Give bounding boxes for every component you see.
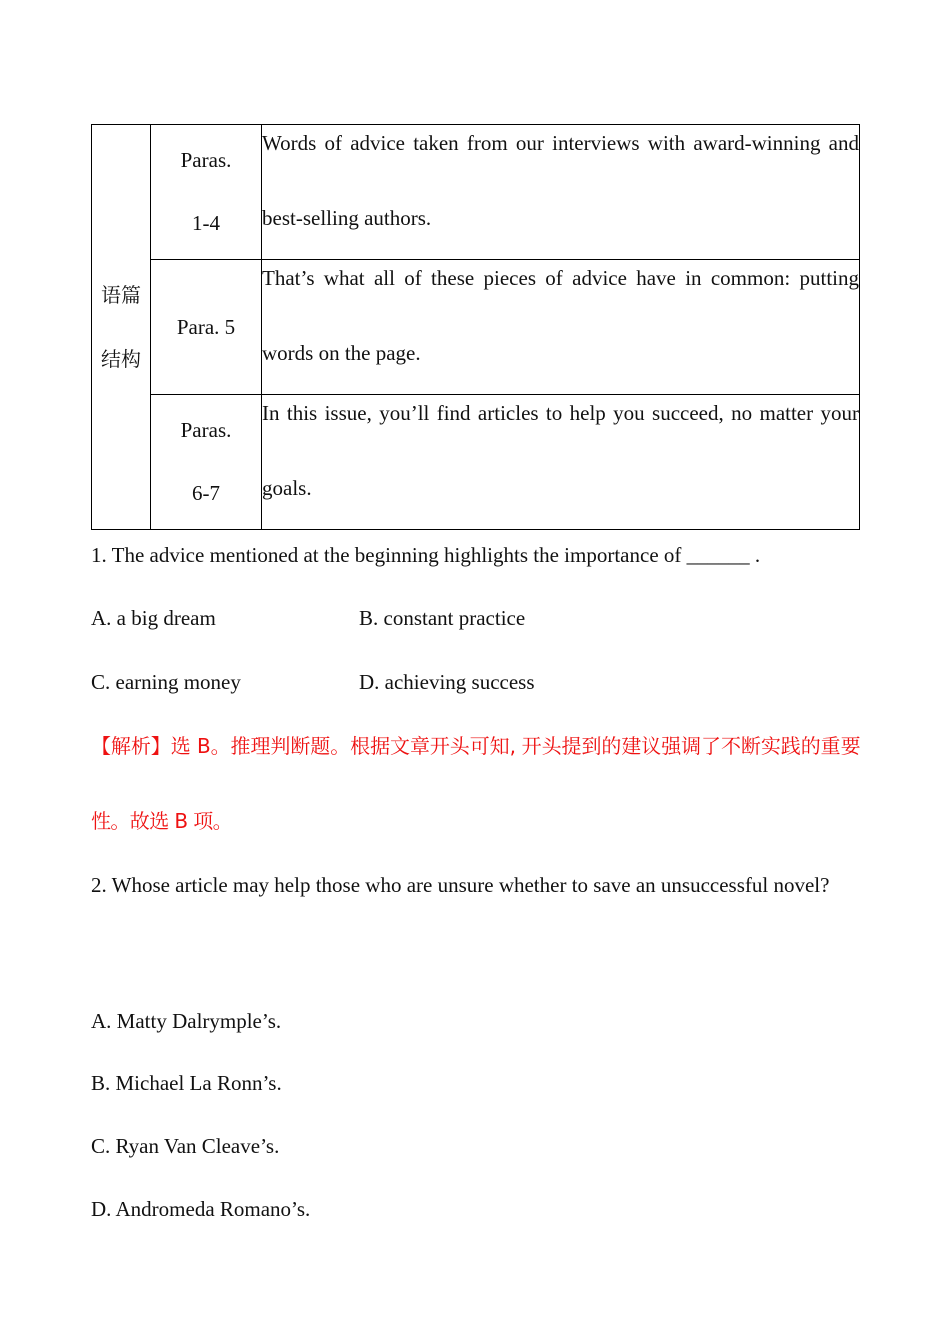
- para-summary-cell: [262, 125, 860, 260]
- table-row: [92, 395, 860, 530]
- para-range-cell: [151, 395, 262, 530]
- structure-label-cell: [92, 125, 151, 530]
- option-d: D. achieving success: [359, 670, 535, 694]
- para-range-line: Para. 5: [176, 314, 236, 339]
- table-row: [92, 125, 860, 260]
- question-2-option-b: B. Michael La Ronn’s.: [91, 1071, 282, 1095]
- para-summary-text: Words of advice taken from our interviews with award-winning and best-selling authors.: [262, 131, 859, 230]
- structure-label-line: 结构: [101, 347, 141, 371]
- option-c: C. earning money: [91, 670, 241, 694]
- table-row: [92, 260, 860, 395]
- option-a: A. a big dream: [91, 606, 216, 630]
- question-2-option-d: D. Andromeda Romano’s.: [91, 1197, 311, 1221]
- para-range-cell: [151, 125, 262, 260]
- question-2-option-a: A. Matty Dalrymple’s.: [91, 1009, 282, 1033]
- para-range-line: Paras.: [180, 148, 232, 172]
- question-2-stem: 2. Whose article may help those who are unsure whether to save an unsuccessful novel?: [91, 873, 830, 897]
- para-summary-text: In this issue, you’ll find articles to help you succeed, no matter your goals.: [262, 401, 859, 500]
- structure-label-line: 语篇: [101, 283, 141, 307]
- para-summary-cell: [262, 395, 860, 530]
- structure-table-wrapper: [91, 124, 860, 530]
- para-summary-cell: [262, 260, 860, 395]
- para-range-line: Paras.: [180, 418, 232, 442]
- para-range-cell: [151, 260, 262, 395]
- para-summary-text: That’s what all of these pieces of advice have in common: putting words on the page.: [262, 266, 859, 365]
- option-b: B. constant practice: [359, 606, 526, 630]
- question-2-option-c: C. Ryan Van Cleave’s.: [91, 1134, 280, 1158]
- para-range-line: 1-4: [192, 211, 220, 235]
- structure-table: [91, 124, 860, 530]
- question-1-analysis: 【解析】选 B。推理判断题。根据文章开头可知, 开头提到的建议强调了不断实践的重要性。故选 B 项。: [91, 734, 860, 833]
- para-range-line: 6-7: [192, 481, 220, 505]
- question-1-stem: 1. The advice mentioned at the beginning highlights the importance of ______ .: [91, 543, 761, 567]
